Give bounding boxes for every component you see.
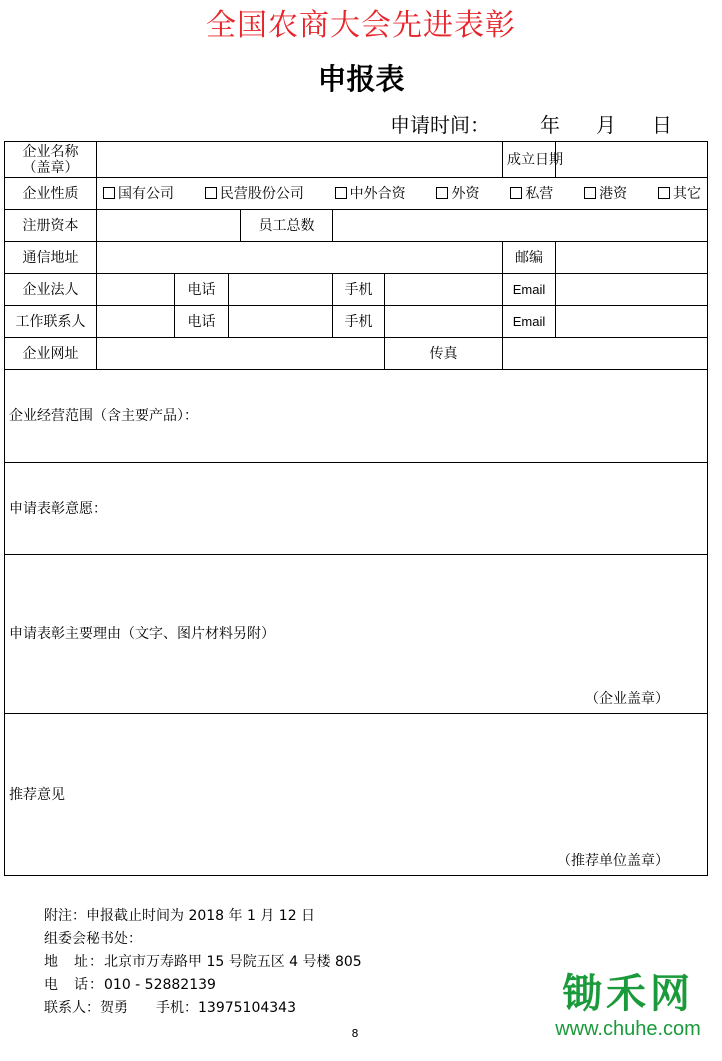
recommender-seal-label: （推荐单位盖章）	[557, 853, 670, 869]
contact-person-label: 工作联系人	[5, 306, 97, 338]
application-reason-label: 申请表彰主要理由（文字、图片材料另附）	[9, 626, 275, 642]
contact-phone-label: 电话	[175, 306, 229, 338]
site-watermark	[548, 970, 708, 1040]
founded-date-field[interactable]	[556, 142, 708, 178]
legal-email-label: Email	[503, 274, 556, 306]
recommendation-label: 推荐意见	[9, 786, 65, 803]
website-field[interactable]	[97, 338, 385, 370]
business-scope-field[interactable]	[5, 370, 708, 463]
business-scope-label: 企业经营范围（含主要产品）：	[9, 408, 198, 424]
contact-email-label: Email	[503, 306, 556, 338]
apply-date-line	[390, 112, 690, 138]
contact-phone-field[interactable]	[229, 306, 333, 338]
legal-email-field[interactable]	[556, 274, 708, 306]
founded-date-label: 成立日期	[503, 142, 556, 178]
checkbox-icon	[436, 187, 448, 199]
legal-rep-field[interactable]	[97, 274, 175, 306]
mailing-address-field[interactable]	[97, 242, 503, 274]
secretariat-phone: 电 话：010 - 52882139	[44, 977, 216, 993]
watermark-url: www.chuhe.com	[555, 1018, 701, 1040]
nature-option-private[interactable]: 私营	[510, 186, 553, 202]
application-wish-field[interactable]	[5, 463, 708, 555]
secretariat-heading: 组委会秘书处：	[44, 931, 142, 947]
nature-option-state-owned[interactable]: 国有公司	[103, 186, 174, 202]
nature-option-other[interactable]: 其它	[658, 186, 701, 202]
registered-capital-field[interactable]	[97, 210, 241, 242]
company-nature-options	[97, 178, 708, 210]
checkbox-icon	[103, 187, 115, 199]
watermark-logo-text: 锄禾网	[562, 970, 694, 1017]
legal-phone-label: 电话	[175, 274, 229, 306]
nature-option-joint-venture[interactable]: 中外合资	[335, 186, 406, 202]
application-reason-field[interactable]	[5, 555, 708, 714]
secretariat-contact: 联系人：贺勇 手机：13975104343	[44, 1000, 296, 1016]
company-nature-label: 企业性质	[5, 178, 97, 210]
checkbox-icon	[205, 187, 217, 199]
page-number: 8	[351, 1027, 359, 1040]
postcode-field[interactable]	[556, 242, 708, 274]
fax-label: 传真	[385, 338, 503, 370]
postcode-label: 邮编	[503, 242, 556, 274]
legal-mobile-label: 手机	[333, 274, 385, 306]
form-title: 申报表	[317, 62, 405, 96]
checkbox-icon	[658, 187, 670, 199]
day-label: 日	[652, 113, 672, 137]
nature-option-foreign[interactable]: 外资	[436, 186, 479, 202]
contact-email-field[interactable]	[556, 306, 708, 338]
checkbox-icon	[335, 187, 347, 199]
footnotes	[44, 905, 362, 1020]
registered-capital-label: 注册资本	[5, 210, 97, 242]
month-label: 月	[596, 113, 616, 137]
nature-option-hk[interactable]: 港资	[584, 186, 627, 202]
fax-field[interactable]	[503, 338, 708, 370]
legal-rep-label: 企业法人	[5, 274, 97, 306]
company-name-field[interactable]	[97, 142, 503, 178]
application-wish-label: 申请表彰意愿：	[9, 500, 107, 517]
mailing-address-label: 通信地址	[5, 242, 97, 274]
year-label: 年	[540, 113, 560, 137]
nature-option-private-joint-stock[interactable]: 民营股份公司	[205, 186, 304, 202]
legal-mobile-field[interactable]	[385, 274, 503, 306]
apply-date-label: 申请时间：	[390, 113, 490, 137]
document-title: 全国农商大会先进表彰	[206, 8, 516, 43]
website-label: 企业网址	[5, 338, 97, 370]
checkbox-icon	[510, 187, 522, 199]
application-form-table	[4, 141, 708, 876]
staff-total-field[interactable]	[333, 210, 708, 242]
secretariat-address: 地 址：北京市万寿路甲 15 号院五区 4 号楼 805	[44, 954, 362, 970]
company-seal-label: （企业盖章）	[585, 691, 670, 707]
contact-mobile-label: 手机	[333, 306, 385, 338]
checkbox-icon	[584, 187, 596, 199]
legal-phone-field[interactable]	[229, 274, 333, 306]
deadline-note: 附注：申报截止时间为 2018 年 1 月 12 日	[44, 908, 316, 924]
contact-person-field[interactable]	[97, 306, 175, 338]
recommendation-field[interactable]	[5, 714, 708, 876]
contact-mobile-field[interactable]	[385, 306, 503, 338]
staff-total-label: 员工总数	[241, 210, 333, 242]
company-name-label: 企业名称 （盖章）	[5, 142, 97, 178]
